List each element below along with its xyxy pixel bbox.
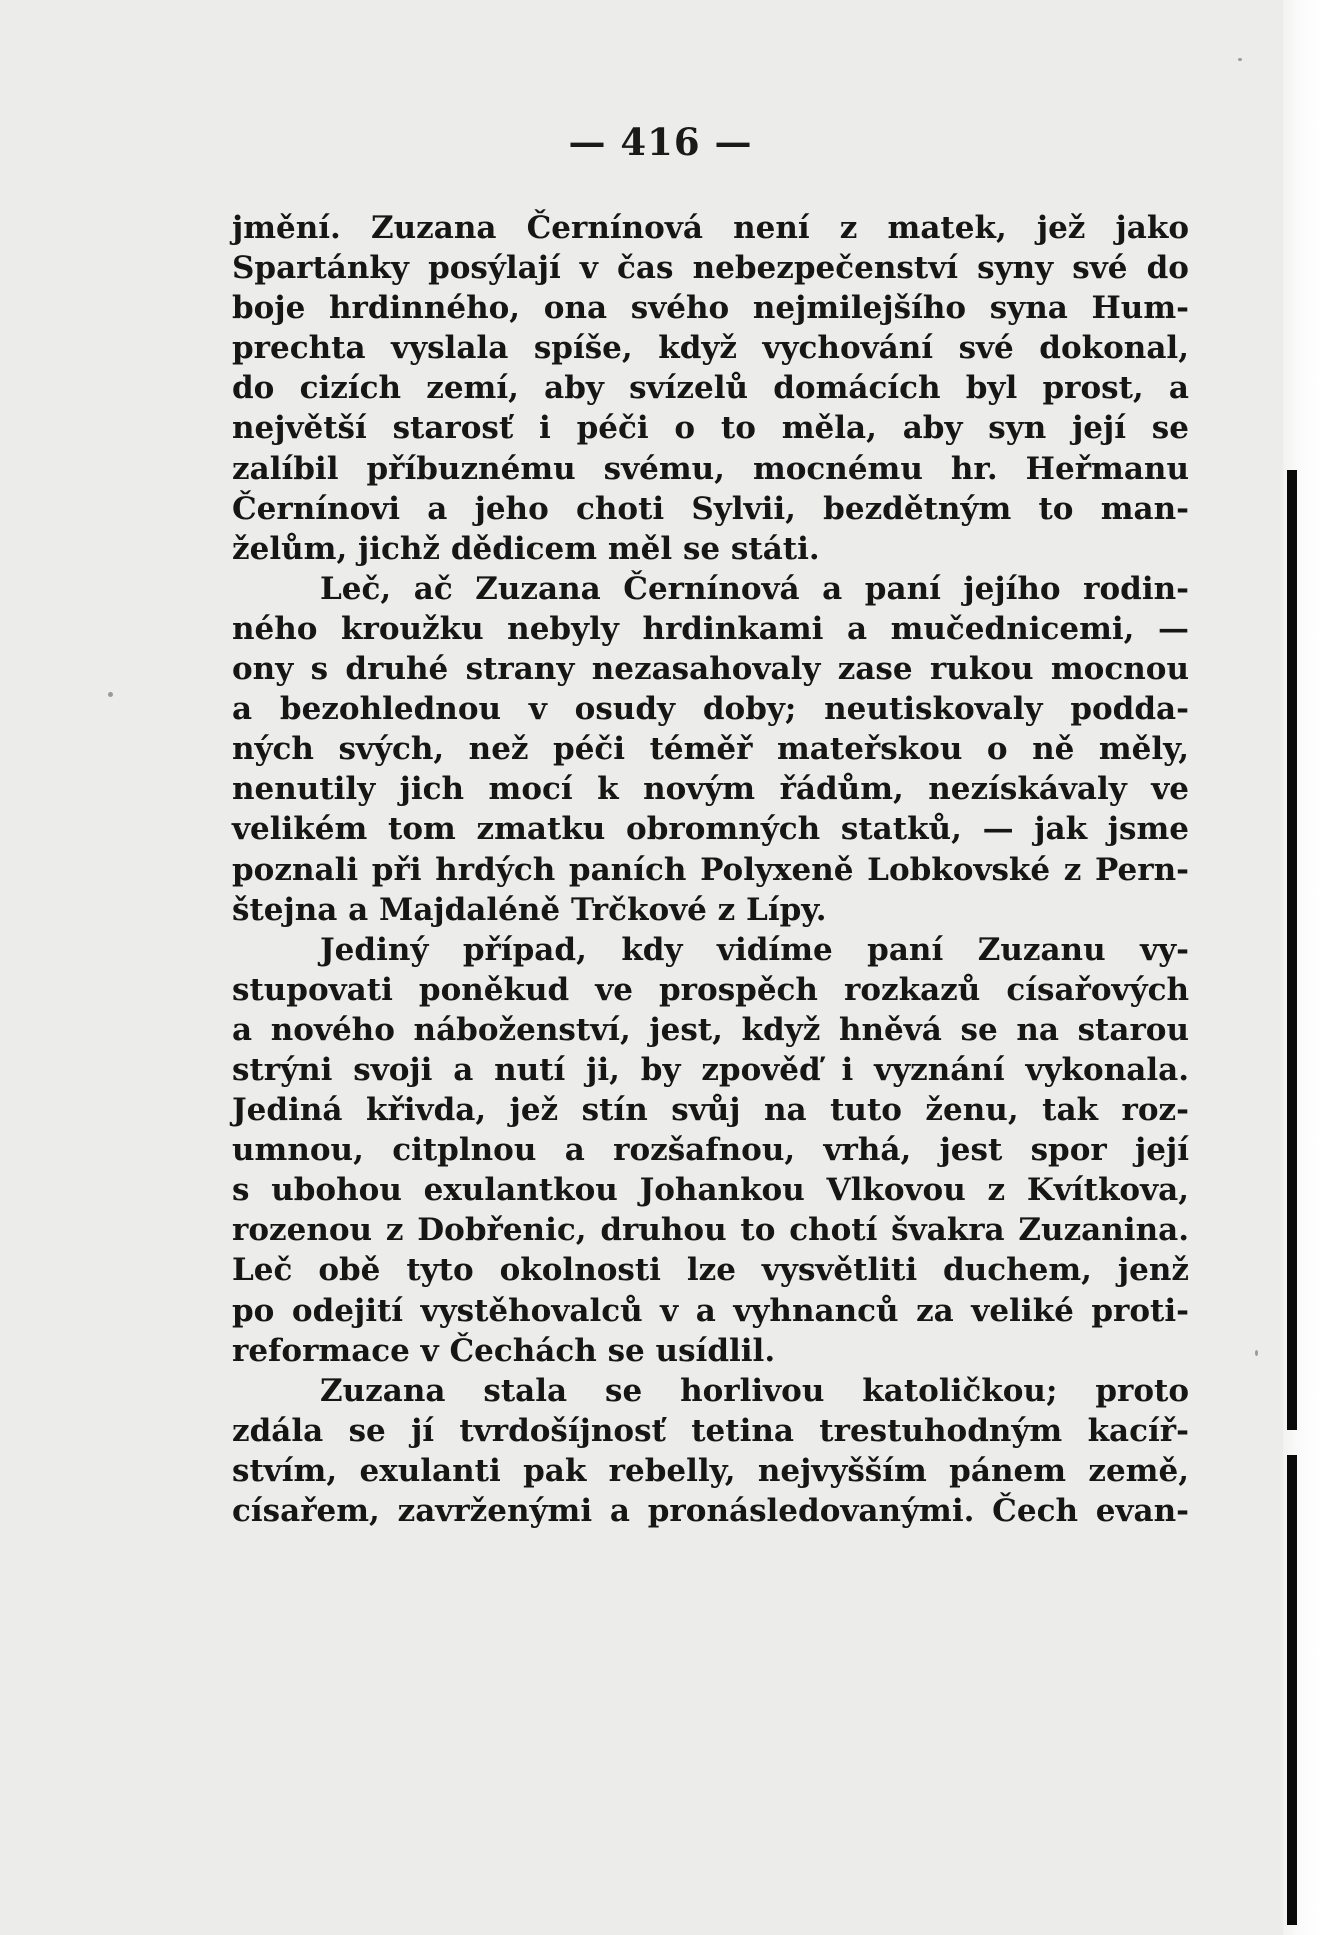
text-line: a nového náboženství, jest, když hněvá se na starou [232,1011,1189,1048]
text-line: ných svých, než péči téměř mateřskou o ně měly, [232,731,1189,768]
scan-speck [1255,1350,1258,1356]
text-line: stupovati poněkud ve prospěch rozkazů císařových [232,971,1189,1008]
binding-shadow-upper [1287,470,1297,1430]
text-line: největší starosť i péči o to měla, aby syn její se [232,410,1189,447]
text-line: Leč obě tyto okolnosti lze vysvětliti duchem, jenž [232,1252,1189,1289]
paragraph-start: Leč, ač Zuzana Černínová a paní jejího rodin- [320,570,1189,607]
text-line: Černínovi a jeho choti Sylvii, bezdětným to man- [232,490,1189,527]
text-line: stvím, exulanti pak rebelly, nejvyšším pánem země, [232,1452,1189,1489]
text-line: želům, jichž dědicem měl se státi. [232,530,820,567]
text-line: jmění. Zuzana Černínová není z matek, jež jako [232,210,1189,246]
page-number: — 416 — [568,120,753,164]
text-line: císařem, zavrženými a pronásledovanými. Čech evan- [232,1493,1189,1529]
text-line: do cizích zemí, aby svízelů domácích byl prost, a [232,370,1189,407]
text-line: štejna a Majdaléně Trčkové z Lípy. [232,891,827,928]
text-line: nenutily jich mocí k novým řádům, nezískávaly ve [232,771,1189,808]
scan-speck [1238,58,1242,61]
binding-shadow-lower [1287,1455,1297,1925]
text-line: zalíbil příbuznému svému, mocnému hr. Heřmanu [232,450,1189,487]
text-line: reformace v Čechách se usídlil. [232,1332,776,1369]
text-line: ony s druhé strany nezasahovaly zase rukou mocnou [232,651,1189,688]
text-line: a bezohlednou v osudy doby; neutiskovaly podda- [232,691,1189,728]
text-line: strýni svoji a nutí ji, by zpověď i vyznání vykonala. [232,1051,1189,1088]
text-line: poznali při hrdých paních Polyxeně Lobkovské z Pern- [232,851,1189,888]
text-line: prechta vyslala spíše, když vychování své dokonal, [232,330,1189,367]
text-line: Jediná křivda, jež stín svůj na tuto ženu, tak roz- [232,1092,1189,1129]
text-line: umnou, citplnou a rozšafnou, vrhá, jest spor její [232,1132,1189,1169]
text-line: velikém tom zmatku obromných statků, — jak jsme [232,811,1189,848]
text-line: Spartánky posýlají v čas nebezpečenství syny své do [232,250,1189,287]
text-line: ného kroužku nebyly hrdinkami a mučednicemi, — [232,610,1189,647]
text-line: po odejití vystěhovalců v a vyhnanců za veliké proti- [232,1292,1189,1329]
paragraph-start: Jediný případ, kdy vidíme paní Zuzanu vy- [320,931,1189,968]
text-line: zdála se jí tvrdošíjnosť tetina trestuhodným kacíř- [232,1412,1189,1449]
body-text [232,208,1189,1531]
scan-speck [108,692,113,697]
text-line: boje hrdinného, ona svého nejmilejšího syna Hum- [232,290,1189,327]
text-line: rozenou z Dobřenic, druhou to chotí švakra Zuzanina. [232,1212,1189,1249]
text-line: s ubohou exulantkou Johankou Vlkovou z Kvítkova, [232,1172,1189,1209]
paragraph-start: Zuzana stala se horlivou katoličkou; proto [320,1372,1189,1409]
